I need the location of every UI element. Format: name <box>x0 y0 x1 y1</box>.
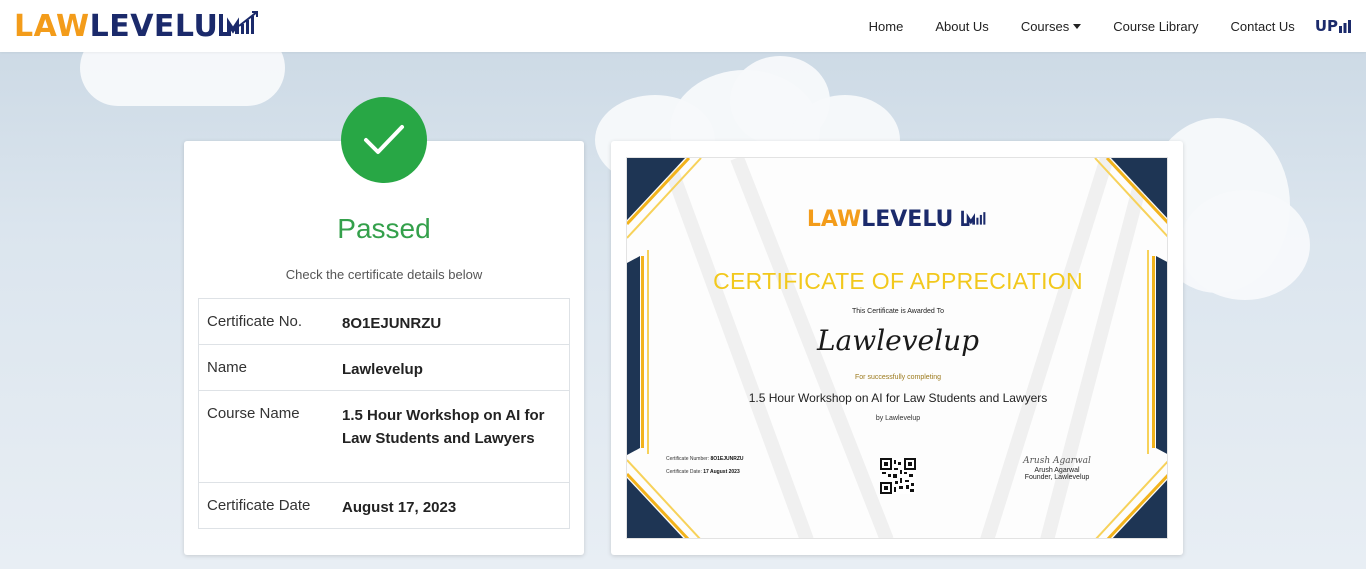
status-subtitle: Check the certificate details below <box>285 267 483 282</box>
cert-date-label: Certificate Date: <box>666 469 702 475</box>
brand-mark[interactable] <box>1315 17 1352 35</box>
nav-contact[interactable]: Contact Us <box>1230 18 1295 34</box>
nav-about[interactable] <box>935 19 988 34</box>
certificate-recipient: Lawlevelup <box>816 324 980 357</box>
cert-date-value: 17 August 2023 <box>703 469 740 475</box>
check-icon <box>341 97 427 183</box>
certificate-signature <box>1007 456 1107 481</box>
logo-text-levelup: LEVELU <box>89 8 219 44</box>
certificate-course: 1.5 Hour Workshop on AI for Law Students and Lawyers <box>748 391 1048 405</box>
detail-value: 1.5 Hour Workshop on AI for Law Students and Lawyers <box>342 407 545 447</box>
verification-card <box>184 141 584 555</box>
signer-role: Founder, Lawlevelup <box>1024 474 1090 481</box>
cert-logo-chart-icon <box>961 208 989 226</box>
signer-name: Arush Agarwal <box>1034 467 1080 474</box>
cert-logo-text-law: LAW <box>806 207 862 232</box>
brand-mark-text: UP <box>1314 17 1338 35</box>
certificate-image[interactable] <box>626 157 1168 539</box>
nav-courses-dropdown[interactable] <box>1021 19 1081 34</box>
detail-label: Name <box>207 359 248 376</box>
nav-courses-label: Courses <box>1020 18 1070 34</box>
cert-number-label: Certificate Number: <box>666 456 710 462</box>
brand-chart-icon <box>1338 19 1352 33</box>
detail-label: Certificate Date <box>207 497 311 514</box>
certificate-date-line <box>666 469 740 475</box>
certificate-number-line <box>666 456 744 462</box>
main-nav <box>869 0 1352 52</box>
detail-label: Certificate No. <box>207 313 303 330</box>
certificate-title: CERTIFICATE OF APPRECIATION <box>713 268 1083 294</box>
detail-value: 8O1EJUNRZU <box>342 315 442 332</box>
cert-logo-text-levelup: LEVELU <box>861 207 954 232</box>
table-row <box>199 299 569 344</box>
caret-down-icon <box>1073 24 1081 29</box>
qr-code-icon <box>880 458 916 494</box>
nav-course-library[interactable]: Course Library <box>1113 18 1199 34</box>
table-row <box>199 482 569 528</box>
table-row <box>199 390 569 482</box>
certificate-awarded-text: This Certificate is Awarded To <box>852 308 944 315</box>
cloud-decoration <box>1180 190 1310 300</box>
certificate-logo <box>627 207 1168 232</box>
certificate-preview-card <box>611 141 1183 555</box>
logo-chart-icon <box>219 9 259 44</box>
cert-number-value: 8O1EJUNRZU <box>710 456 744 462</box>
detail-label: Course Name <box>207 405 300 422</box>
logo-text-law: LAW <box>14 8 90 44</box>
certificate-for-text: For successfully completing <box>855 374 941 381</box>
table-row <box>199 344 569 390</box>
detail-value: August 17, 2023 <box>342 499 457 516</box>
nav-home[interactable]: Home <box>868 18 904 34</box>
certificate-details-table <box>198 298 570 529</box>
status-title: Passed <box>337 213 431 244</box>
signature-scribble: Arush Agarwal <box>1023 456 1091 466</box>
detail-value: Lawlevelup <box>342 361 423 378</box>
certificate-by: by Lawlevelup <box>875 415 921 422</box>
site-logo[interactable] <box>14 8 259 44</box>
nav-about-label: About Us <box>935 18 989 34</box>
site-header <box>0 0 1366 52</box>
